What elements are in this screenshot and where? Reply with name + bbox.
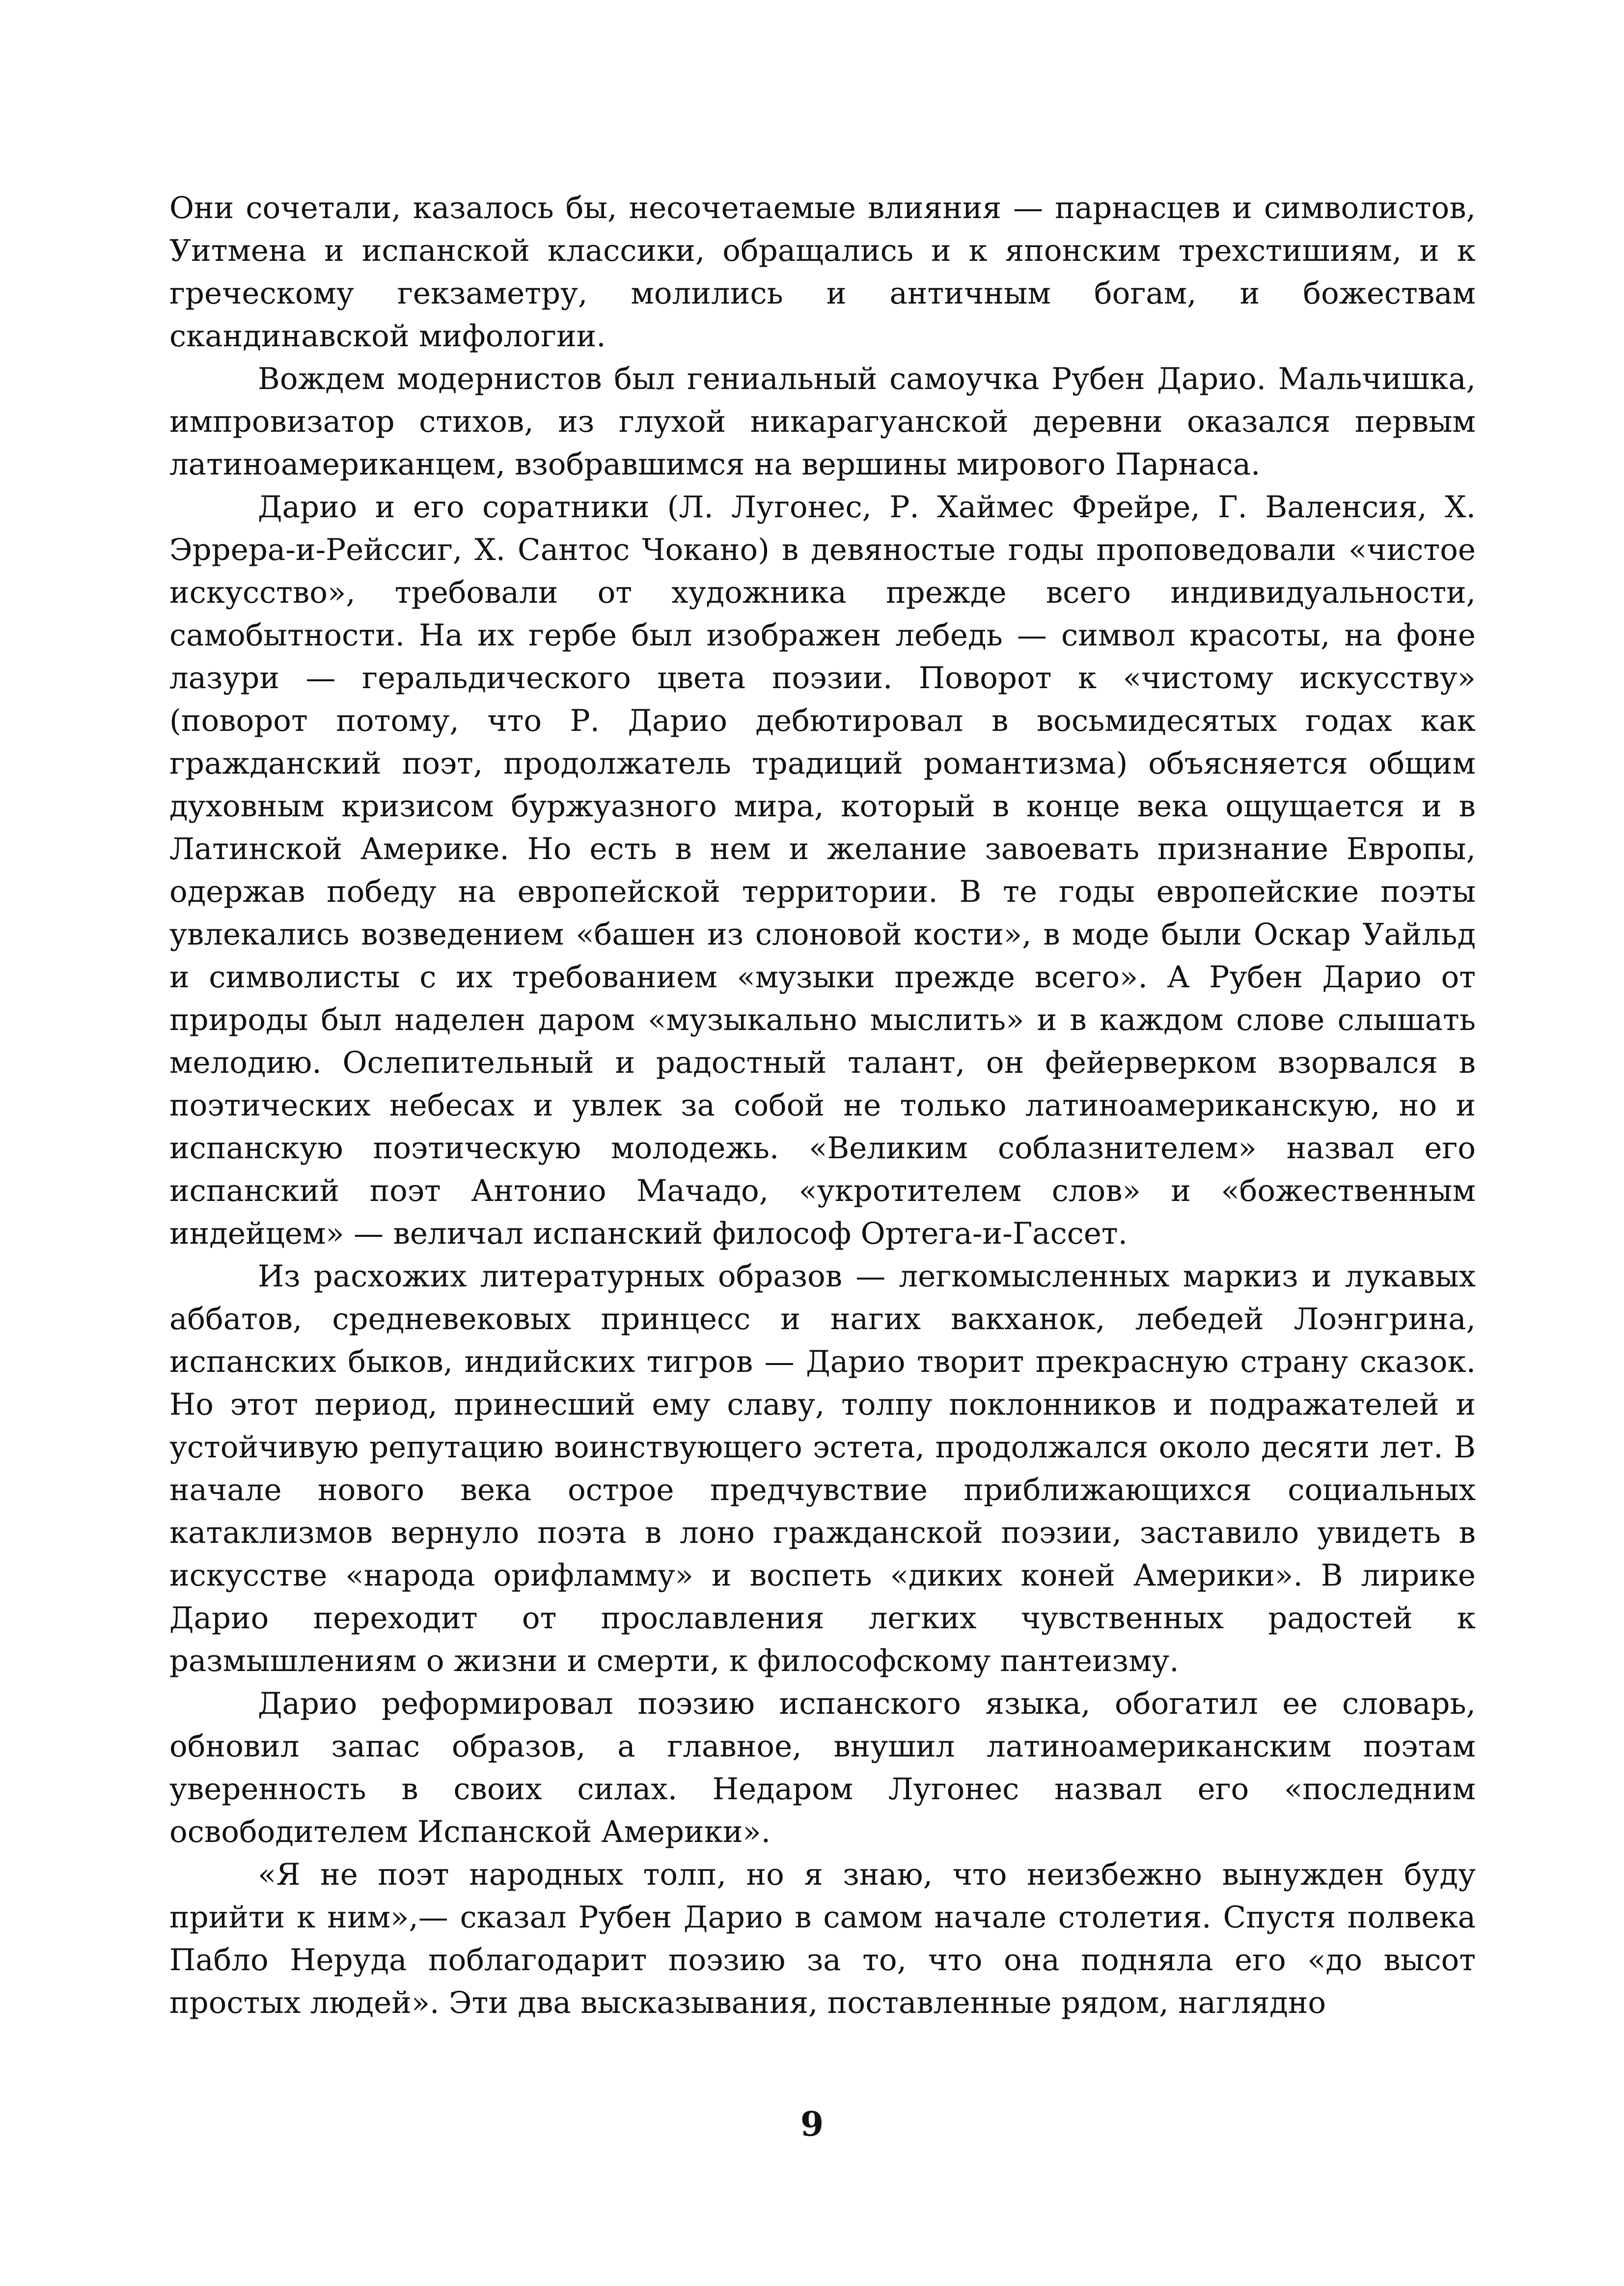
paragraph: Вождем модернистов был гениальный самоучка Рубен Дарио. Мальчишка, импровизатор стихов, из глухой никарагуанской деревни оказался первым латиноамериканцем, взобравшимся на вершины мирового Парнаса. [169, 362, 1476, 482]
page-body [169, 187, 1476, 2024]
paragraph: «Я не поэт народных толп, но я знаю, что неизбежно вынужден буду прийти к ним»,— сказал Рубен Дарио в самом начале столетия. Спустя полвека Пабло Неруда поблагодарит поэзию за то, что она подняла его «до высот простых людей». Эти два высказывания, поставленные рядом, наглядно [169, 1857, 1476, 2020]
paragraph: Они сочетали, казалось бы, несочетаемые влияния — парнасцев и символистов, Уитмена и испанской классики, обращались и к японским трехстишиям, и к греческому гекзаметру, молились и античным богам, и божествам скандинавской мифологии. [169, 191, 1476, 354]
paragraph: Дарио и его соратники (Л. Лугонес, Р. Хаймес Фрейре, Г. Валенсия, Х. Эррера-и-Рейссиг, Х. Сантос Чокано) в девяностые годы проповедовали «чистое искусство», требовали от художника прежде всего индивидуальности, самобытности. На их гербе был изображен лебедь — символ красоты, на фоне лазури — геральдического цвета поэзии. Поворот к «чистому искусству» (поворот потому, что Р. Дарио дебютировал в восьмидесятых годах как гражданский поэт, продолжатель традиций романтизма) объясняется общим духовным кризисом буржуазного мира, который в конце века ощущается и в Латинской Америке. Но есть в нем и желание завоевать признание Европы, одержав победу на европейской территории. В те годы европейские поэты увлекались возведением «башен из слоновой кости», в моде были Оскар Уайльд и символисты с их требованием «музыки прежде всего». А Рубен Дарио от природы был наделен даром «музыкально мыслить» и в каждом слове слышать мелодию. Ослепительный и радостный талант, он фейерверком взорвался в поэтических небесах и увлек за собой не только латиноамериканскую, но и испанскую поэтическую молодежь. «Великим соблазнителем» назвал его испанский поэт Антонио Мачадо, «укротителем слов» и «божественным индейцем» — величал испанский философ Ортега-и-Гассет. [169, 490, 1476, 1251]
paragraph: Дарио реформировал поэзию испанского языка, обогатил ее словарь, обновил запас образов, а главное, внушил латиноамериканским поэтам уверенность в своих силах. Недаром Лугонес назвал его «последним освободителем Испанской Америки». [169, 1686, 1476, 1849]
paragraph: Из расхожих литературных образов — легкомысленных маркиз и лукавых аббатов, средневековых принцесс и нагих вакханок, лебедей Лоэнгрина, испанских быков, индийских тигров — Дарио творит прекрасную страну сказок. Но этот период, принесший ему славу, толпу поклонников и подражателей и устойчивую репутацию воинствующего эстета, продолжался около десяти лет. В начале нового века острое предчувствие приближающихся социальных катаклизмов вернуло поэта в лоно гражданской поэзии, заставило увидеть в искусстве «народа орифламму» и воспеть «диких коней Америки». В лирике Дарио переходит от прославления легких чувственных радостей к размышлениям о жизни и смерти, к философскому пантеизму. [169, 1259, 1476, 1678]
page-number: 9 [800, 2105, 824, 2144]
